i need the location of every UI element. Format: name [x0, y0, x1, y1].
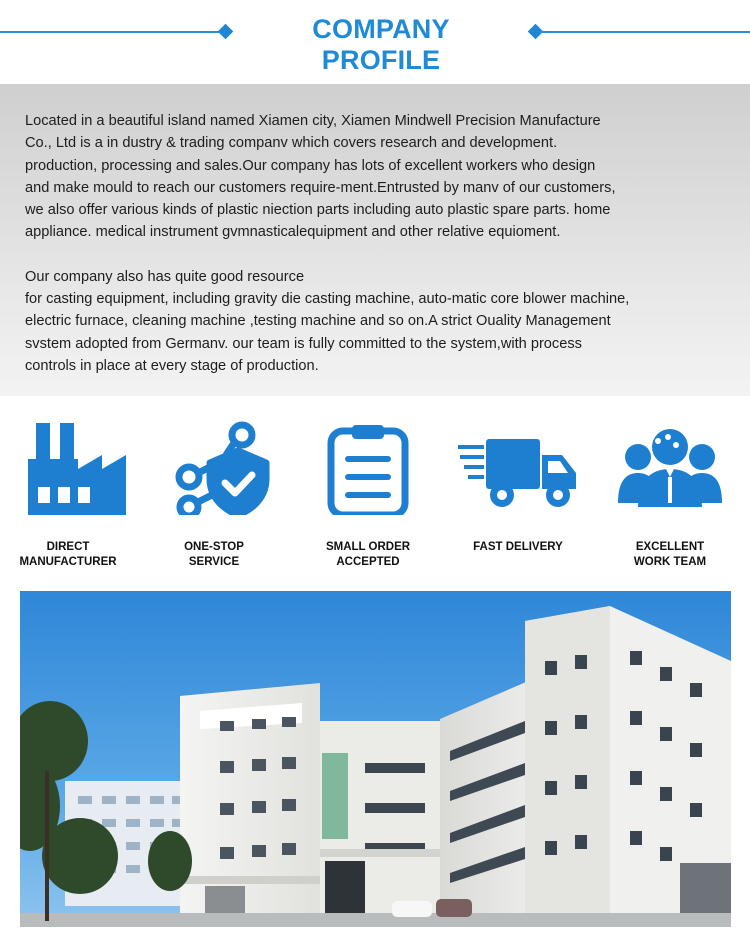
text-line: production, processing and sales.Our company has lots of excellent workers who design	[25, 157, 596, 174]
text-line: Located in a beautiful island named Xiamen city, Xiamen Mindwell Precision Manufacture	[25, 113, 601, 129]
clipboard-list-icon	[308, 415, 428, 515]
text-line: for casting equipment, including gravity die casting machine, auto-matic core blower machine,	[25, 291, 630, 308]
text-line: electric furnace, cleaning machine ,testing machine and so on.A strict Ouality Management	[25, 313, 611, 330]
header-divider-left	[0, 31, 222, 33]
feature-direct-manufacturer	[8, 415, 128, 575]
text-line: svstem adopted from Germanv. our team is fully committed to the system,with process	[25, 335, 582, 352]
factory-icon	[8, 415, 128, 515]
delivery-truck-icon	[458, 415, 578, 515]
shield-check-network-icon	[154, 415, 274, 515]
page-title: COMPANY PROFILE	[312, 14, 450, 75]
diamond-icon	[218, 24, 234, 40]
profile-paragraph-1	[25, 110, 730, 244]
company-building-photo	[20, 591, 731, 927]
header-divider-right	[540, 31, 750, 33]
feature-fast-delivery	[458, 415, 578, 575]
feature-small-order	[308, 415, 428, 575]
feature-label: SMALL ORDER ACCEPTED	[325, 541, 411, 568]
feature-label: ONE-STOP SERVICE	[184, 541, 244, 568]
profile-paragraph-2	[25, 266, 730, 377]
team-icon	[610, 415, 730, 515]
text-line: and make mould to reach our customers require-ment.Entrusted by manv of our customers,	[25, 179, 616, 196]
text-line: appliance. medical instrument gvmnasticalequipment and other relative equioment.	[25, 224, 561, 241]
feature-label: DIRECT MANUFACTURER	[19, 541, 117, 568]
feature-row	[0, 415, 750, 575]
profile-text-panel	[0, 84, 750, 396]
text-line: Co., Ltd is a in dustry & trading companv which covers research and development.	[25, 135, 558, 152]
feature-work-team	[610, 415, 730, 575]
text-line: we also offer various kinds of plastic niection parts including auto plastic spare parts. home	[25, 202, 611, 219]
feature-label: EXCELLENT WORK TEAM	[633, 541, 707, 568]
text-line: Our company also has quite good resource	[25, 268, 305, 285]
text-line: controls in place at every stage of production.	[25, 357, 319, 374]
feature-label: FAST DELIVERY	[473, 541, 563, 553]
feature-one-stop-service	[154, 415, 274, 575]
section-header	[0, 0, 750, 75]
